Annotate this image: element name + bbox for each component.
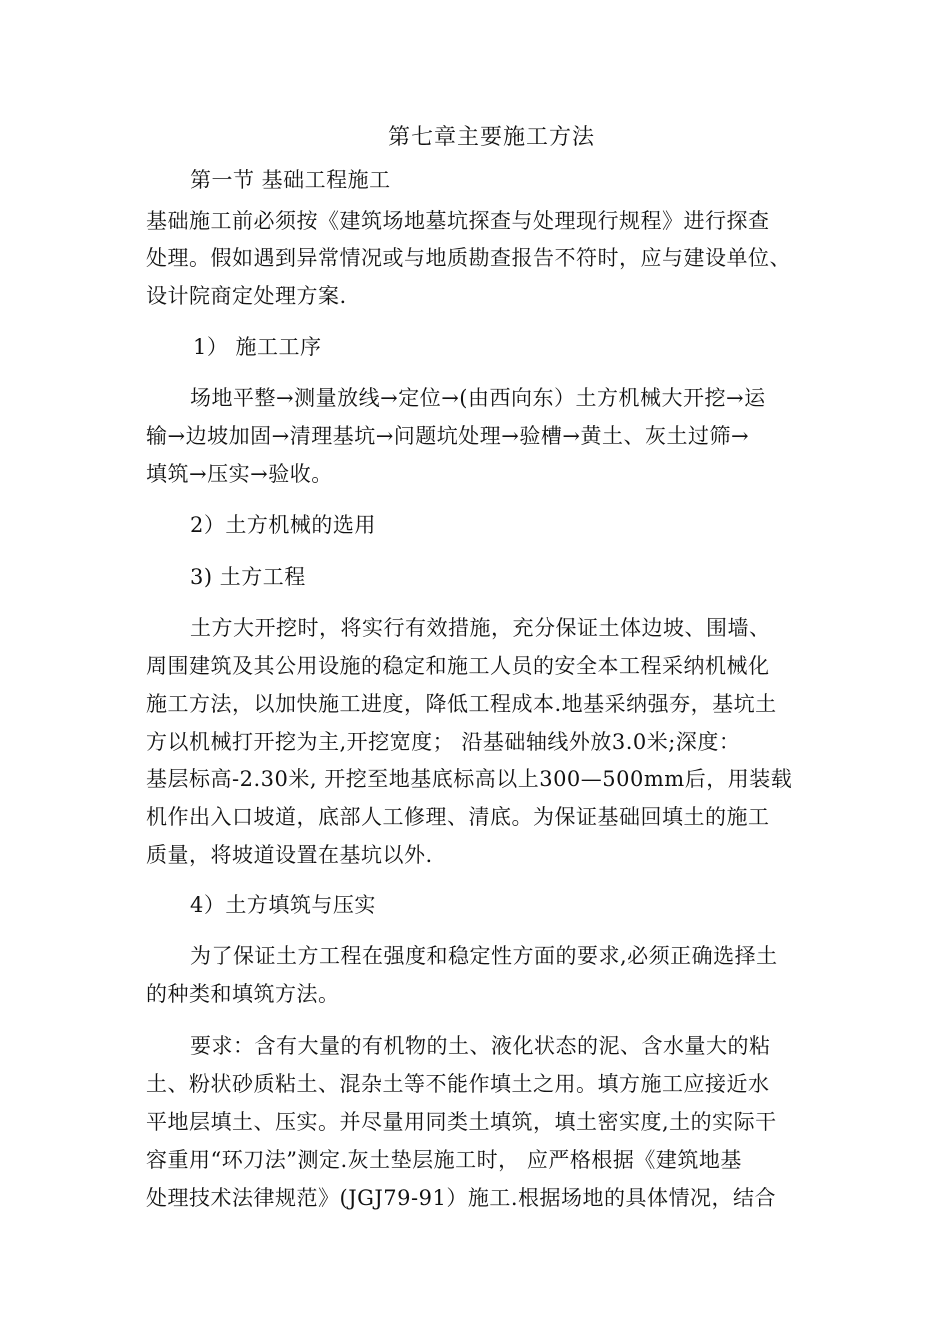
- paragraph-line: 方以机械打开挖为主,开挖宽度； 沿基础轴线外放3.0米;深度：: [146, 730, 741, 754]
- paragraph-line: 处理技术法律规范》(JGJ79-91）施工.根据场地的具体情况，结合: [146, 1186, 777, 1210]
- paragraph-line: 场地平整→测量放线→定位→(由西向东）土方机械大开挖→运: [190, 386, 766, 410]
- paragraph-line: 的种类和填筑方法。: [146, 982, 340, 1006]
- paragraph-line: 质量，将坡道设置在基坑以外.: [146, 843, 433, 867]
- paragraph-line: 基层标高-2.30米, 开挖至地基底标高以上300—500mm后，用装载: [146, 767, 793, 791]
- section-title: 第一节 基础工程施工: [190, 168, 391, 192]
- list-item-heading: 4）土方填筑与压实: [190, 893, 376, 917]
- list-item-heading: 3) 土方工程: [190, 565, 306, 589]
- list-item-heading: 2）土方机械的选用: [190, 513, 376, 537]
- paragraph-line: 土、粉状砂质粘土、混杂土等不能作填土之用。填方施工应接近水: [146, 1072, 770, 1096]
- paragraph-line: 设计院商定处理方案.: [146, 284, 347, 308]
- paragraph-line: 基础施工前必须按《建筑场地墓坑探查与处理现行规程》进行探查: [146, 209, 770, 233]
- paragraph-line: 周围建筑及其公用设施的稳定和施工人员的安全本工程采纳机械化: [146, 654, 770, 678]
- list-item-heading: 1） 施工工序: [193, 335, 322, 359]
- paragraph-line: 土方大开挖时，将实行有效措施，充分保证土体边坡、围墙、: [190, 616, 771, 640]
- paragraph-line: 平地层填土、压实。并尽量用同类土填筑，填土密实度,土的实际干: [146, 1110, 777, 1134]
- paragraph-line: 处理。假如遇到异常情况或与地质勘查报告不符时，应与建设单位、: [146, 246, 791, 270]
- paragraph-line: 要求：含有大量的有机物的土、液化状态的泥、含水量大的粘: [190, 1034, 771, 1058]
- chapter-title: 第七章主要施工方法: [388, 125, 596, 150]
- paragraph-line: 施工方法，以加快施工进度，降低工程成本.地基采纳强夯，基坑土: [146, 692, 777, 716]
- paragraph-line: 为了保证土方工程在强度和稳定性方面的要求,必须正确选择土: [190, 944, 778, 968]
- paragraph-line: 输→边坡加固→清理基坑→问题坑处理→验槽→黄土、灰土过筛→: [146, 424, 750, 448]
- paragraph-line: 机作出入口坡道，底部人工修理、清底。为保证基础回填土的施工: [146, 805, 770, 829]
- paragraph-line: 填筑→压实→验收。: [146, 462, 333, 486]
- paragraph-line: 容重用“环刀法”测定.灰土垫层施工时， 应严格根据《建筑地基: [146, 1148, 742, 1172]
